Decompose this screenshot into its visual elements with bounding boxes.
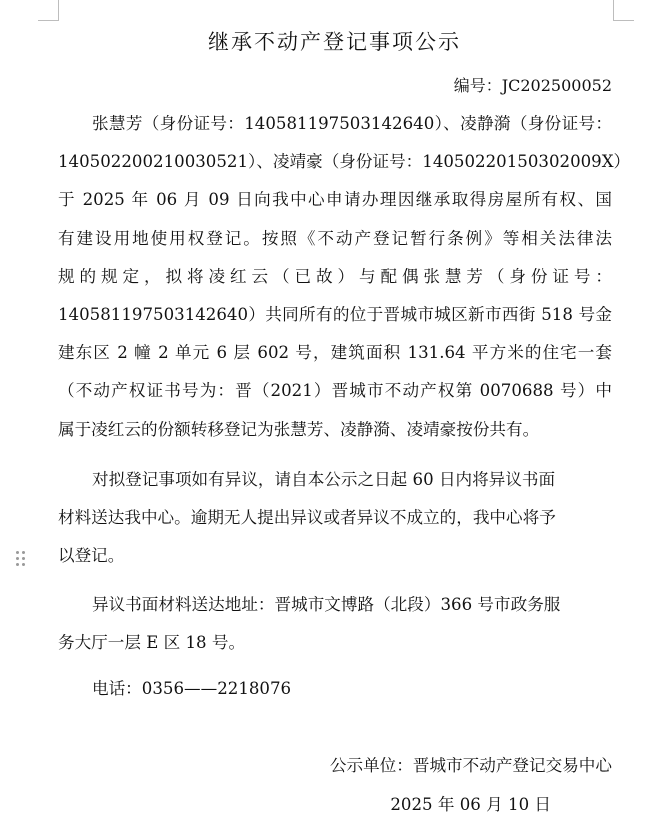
paragraph-line: 异议书面材料送达地址：晋城市文博路（北段）366 号市政务服: [92, 595, 561, 614]
paragraph-address: [58, 586, 612, 662]
paragraph-line: （不动产权证书号为：晋（2021）晋城市不动产权第 0070688 号）中: [58, 381, 612, 401]
paragraph-line: 以登记。: [58, 546, 125, 566]
document-number: 编号：JC202500052: [453, 76, 612, 95]
paragraph-line: 140581197503142640）共同所有的位于晋城市城区新市西街 518 号金: [58, 304, 612, 324]
crop-mark-top-left: [38, 0, 59, 21]
paragraph-line: 材料送达我中心。逾期无人提出异议或者异议不成立的，我中心将予: [58, 508, 556, 528]
paragraph-line: 140502200210030521）、凌靖豪（身份证号：14050220150302009X）: [58, 152, 631, 172]
signature-unit: 公示单位：晋城市不动产登记交易中心: [329, 756, 612, 775]
crop-mark-top-right: [613, 0, 634, 21]
contact-phone: 电话：0356——2218076: [92, 679, 292, 698]
signature-date: 2025 年 06 月 10 日: [390, 795, 551, 814]
paragraph-line: 张慧芳（身份证号：140581197503142640）、凌静漪（身份证号：: [92, 114, 612, 133]
paragraph-line: 属于凌红云的份额转移登记为张慧芳、凌静漪、凌靖豪按份共有。: [58, 419, 540, 439]
document-title: 继承不动产登记事项公示: [208, 30, 461, 54]
paragraph-line: 务大厅一层 E 区 18 号。: [58, 633, 246, 653]
drag-handle-icon[interactable]: [16, 551, 26, 567]
paragraph-line: 规的规定，拟将凌红云（已故）与配偶张慧芳（身份证号：: [58, 266, 612, 286]
paragraph-objection: [58, 461, 612, 576]
paragraph-line: 于 2025 年 06 月 09 日向我中心申请办理因继承取得房屋所有权、国: [58, 190, 612, 210]
paragraph-line: 建东区 2 幢 2 单元 6 层 602 号，建筑面积 131.64 平方米的住宅一套: [58, 343, 612, 363]
paragraph-line: 有建设用地使用权登记。按照《不动产登记暂行条例》等相关法律法: [58, 228, 612, 248]
paragraph-main: [58, 105, 631, 449]
paragraph-line: 对拟登记事项如有异议，请自本公示之日起 60 日内将异议书面: [92, 470, 556, 489]
